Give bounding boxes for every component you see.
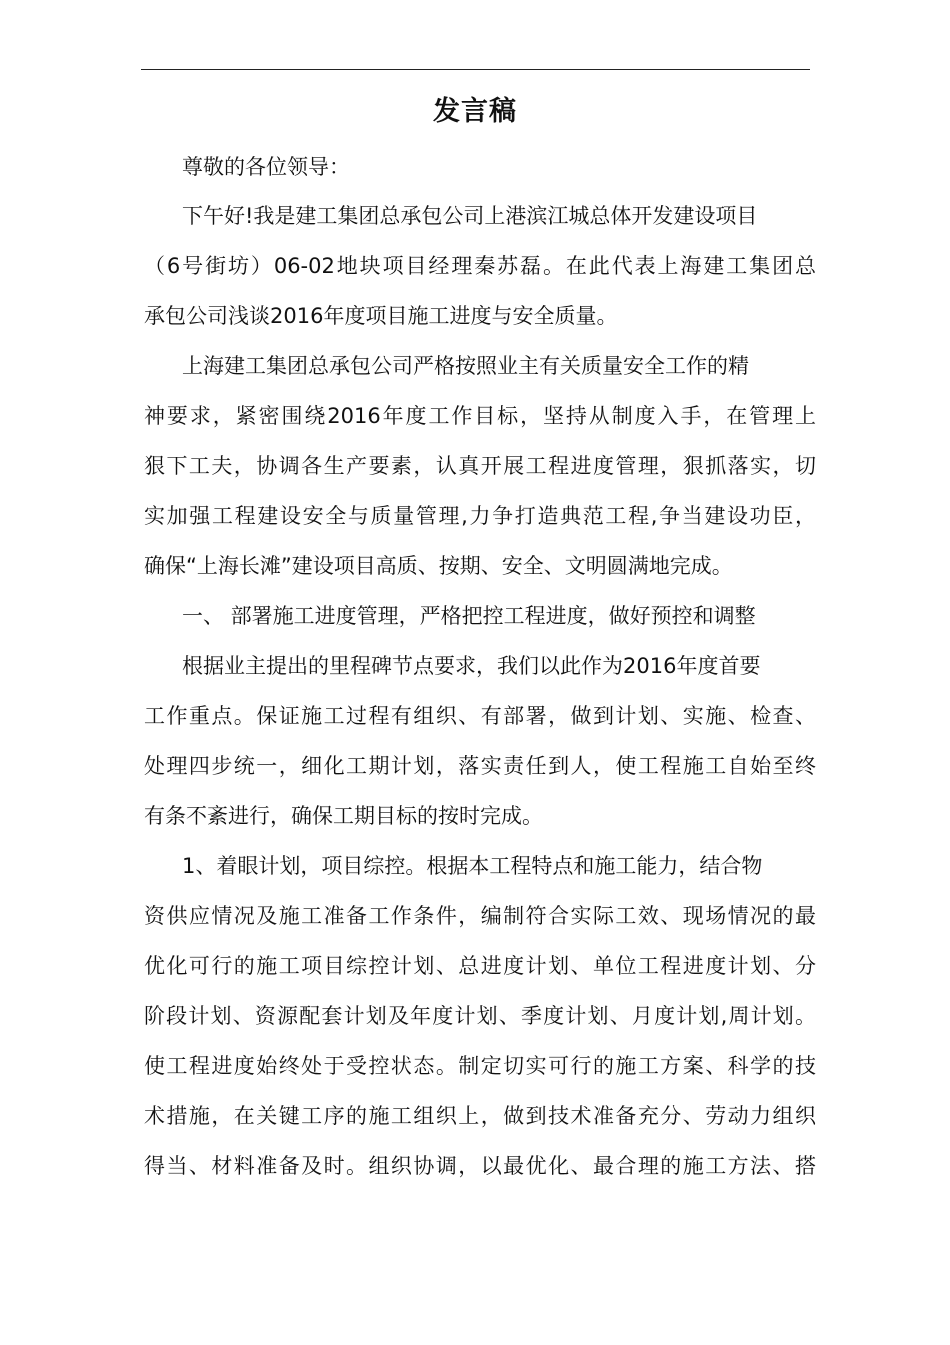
section-heading: 一、 部署施工进度管理，严格把控工程进度，做好预控和调整 (182, 604, 756, 628)
body-line: 上海建工集团总承包公司严格按照业主有关质量安全工作的精 (182, 354, 749, 378)
body-line: 实加强工程建设安全与质量管理,力争打造典范工程,争当建设功臣， (144, 504, 816, 528)
body-line: 承包公司浅谈2016年度项目施工进度与安全质量。 (144, 304, 618, 328)
body-line: 得当、材料准备及时。组织协调，以最优化、最合理的施工方法、搭 (144, 1154, 816, 1178)
body-line: 阶段计划、资源配套计划及年度计划、季度计划、月度计划,周计划。 (144, 1004, 816, 1028)
body-line: 狠下工夫，协调各生产要素，认真开展工程进度管理，狠抓落实，切 (144, 454, 816, 478)
body-line: 优化可行的施工项目综控计划、总进度计划、单位工程进度计划、分 (144, 954, 816, 978)
body-line: 1、着眼计划，项目综控。根据本工程特点和施工能力，结合物 (182, 854, 763, 878)
body-line: 资供应情况及施工准备工作条件，编制符合实际工效、现场情况的最 (144, 904, 816, 928)
body-line: 使工程进度始终处于受控状态。制定切实可行的施工方案、科学的技 (144, 1054, 816, 1078)
body-line: 工作重点。保证施工过程有组织、有部署，做到计划、实施、检查、 (144, 704, 816, 728)
body-line: 神要求，紧密围绕2016年度工作目标，坚持从制度入手，在管理上 (144, 404, 816, 428)
body-line: 术措施，在关键工序的施工组织上，做到技术准备充分、劳动力组织 (144, 1104, 816, 1128)
document-title: 发言稿 (433, 96, 517, 127)
body-line: 确保“上海长滩”建设项目高质、按期、安全、文明圆满地完成。 (144, 554, 733, 578)
header-rule (141, 69, 810, 70)
body-line: 有条不紊进行，确保工期目标的按时完成。 (144, 804, 543, 828)
body-line: （6号街坊）06-02地块项目经理秦苏磊。在此代表上海建工集团总 (144, 254, 816, 278)
body-line: 下午好!我是建工集团总承包公司上港滨江城总体开发建设项目 (182, 204, 758, 228)
body-line: 处理四步统一，细化工期计划，落实责任到人，使工程施工自始至终 (144, 754, 816, 778)
body-line: 根据业主提出的里程碑节点要求，我们以此作为2016年度首要 (182, 654, 761, 678)
salutation: 尊敬的各位领导： (182, 155, 350, 179)
